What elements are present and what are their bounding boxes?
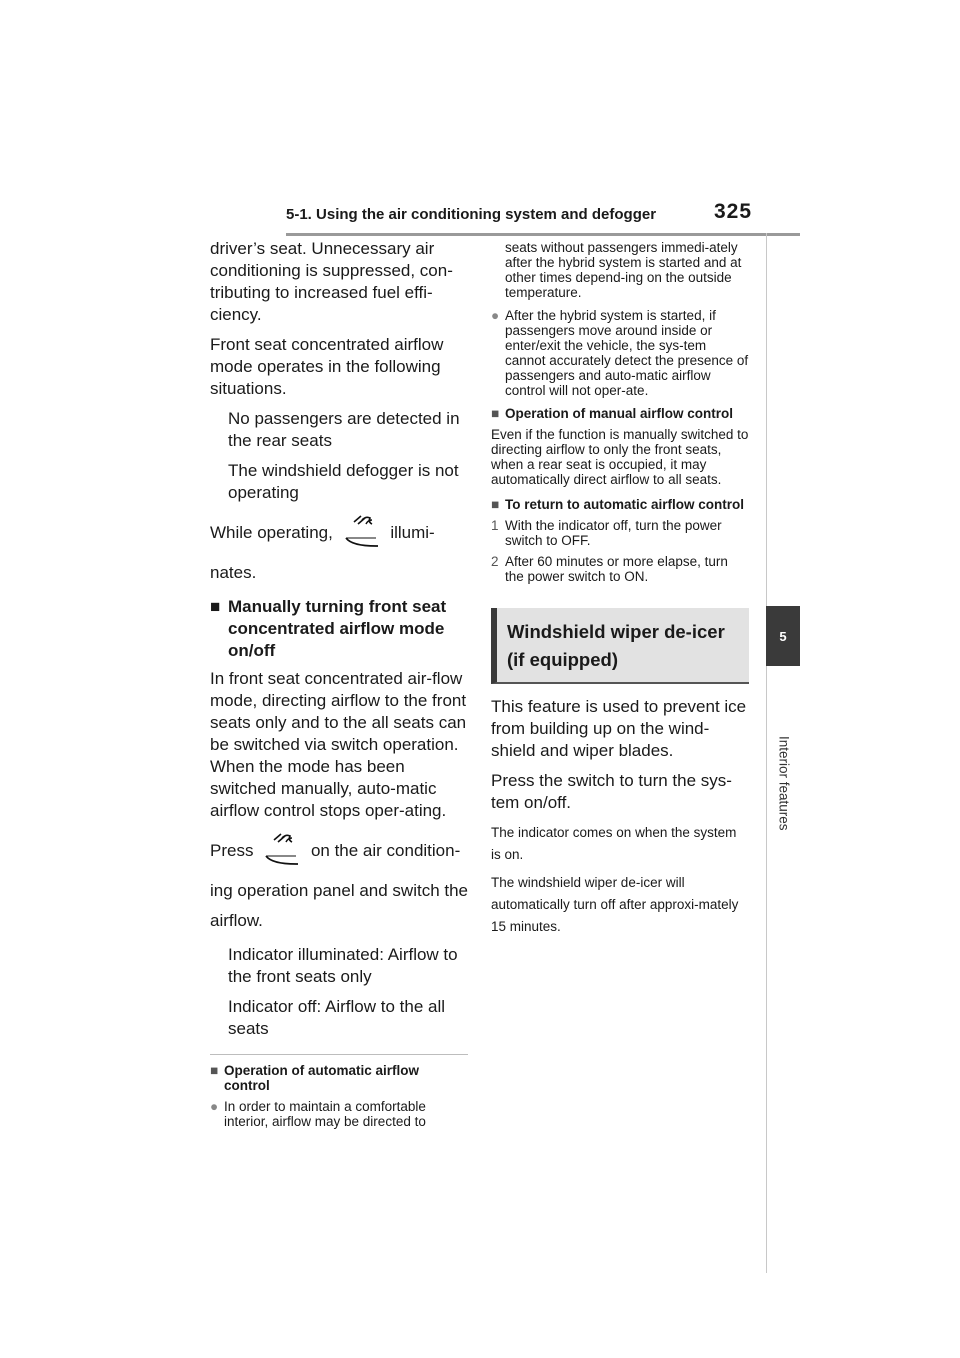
note-bullet-continued: seats without passengers immedi-ately after the hybrid system is started and at other times depend-ing on the outside temperature. xyxy=(505,240,742,300)
section-title: Windshield wiper de-icer (if equipped) xyxy=(507,621,725,670)
header-rule xyxy=(286,233,800,236)
circle-icon: ● xyxy=(491,308,500,323)
note-paragraph: Even if the function is manually switched to directing airflow to only the front seats, when a rear seat is occupied, it may automatically direct airflow to all seats. xyxy=(491,427,749,487)
square-icon: ■ xyxy=(491,497,500,512)
paragraph: driver’s seat. Unnecessary air conditioning is suppressed, con-tributing to increased fuel effi-ciency. xyxy=(210,239,453,324)
front-seat-airflow-icon xyxy=(342,512,382,558)
bullet-item: Indicator off: Airflow to the all seats xyxy=(228,997,446,1038)
square-icon: ■ xyxy=(491,406,500,421)
page-number: 325 xyxy=(714,200,753,223)
square-icon: ■ xyxy=(210,597,221,616)
subsection-heading: ■ Manually turning front seat concentrated airflow mode on/off xyxy=(210,597,447,660)
section-header: 5-1. Using the air conditioning system and defogger xyxy=(286,206,657,223)
side-divider xyxy=(766,233,767,1273)
note-heading: ■ To return to automatic airflow control xyxy=(491,497,745,512)
right-column xyxy=(491,240,749,938)
bullet-item: Indicator illuminated: Airflow to the front seats only xyxy=(228,945,458,986)
paragraph: Press on the air condition- ing operation panel and switch the airflow. xyxy=(210,830,468,936)
note-heading: ■ Operation of manual airflow control xyxy=(491,406,734,421)
paragraph: Press the switch to turn the sys-tem on/off. xyxy=(491,771,732,812)
paragraph: Front seat concentrated airflow mode operates in the following situations. xyxy=(210,335,444,398)
chapter-tab: 5 xyxy=(766,606,800,666)
note-text: The indicator comes on when the system is on. xyxy=(491,825,737,862)
note-separator xyxy=(210,1054,468,1055)
note-heading: ■ Operation of automatic airflow control xyxy=(210,1063,420,1093)
paragraph: While operating, illumi- nates. xyxy=(210,512,468,588)
step-item: 2 After 60 minutes or more elapse, turn the power switch to ON. xyxy=(491,554,728,584)
section-title-box xyxy=(491,608,749,684)
bullet-item: No passengers are detected in the rear seats xyxy=(228,409,460,450)
note-bullet: ● In order to maintain a comfortable interior, airflow may be directed to xyxy=(210,1099,426,1129)
step-item: 1 With the indicator off, turn the power switch to OFF. xyxy=(491,518,722,548)
front-seat-airflow-icon xyxy=(262,830,302,876)
circle-icon: ● xyxy=(210,1099,219,1114)
square-icon: ■ xyxy=(210,1063,219,1078)
bullet-item: The windshield defogger is not operating xyxy=(228,461,459,502)
note-bullet: ● After the hybrid system is started, if passengers move around inside or enter/exit the vehicle, the sys-tem cannot accurately detect the presence of passengers and auto-matic airflow control will not oper-ate. xyxy=(491,308,749,398)
chapter-label: Interior features xyxy=(776,736,792,831)
note-text: The windshield wiper de-icer will automatically turn off after approxi-mately 15 minutes. xyxy=(491,875,739,934)
left-column xyxy=(210,238,468,1137)
paragraph: In front seat concentrated air-flow mode, directing airflow to the front seats only and to the all seats can be switched via switch operation. When the mode has been switched manually, auto-matic airflow control stops oper-ating. xyxy=(210,669,467,820)
paragraph: This feature is used to prevent ice from building up on the wind-shield and wiper blades. xyxy=(491,697,747,760)
